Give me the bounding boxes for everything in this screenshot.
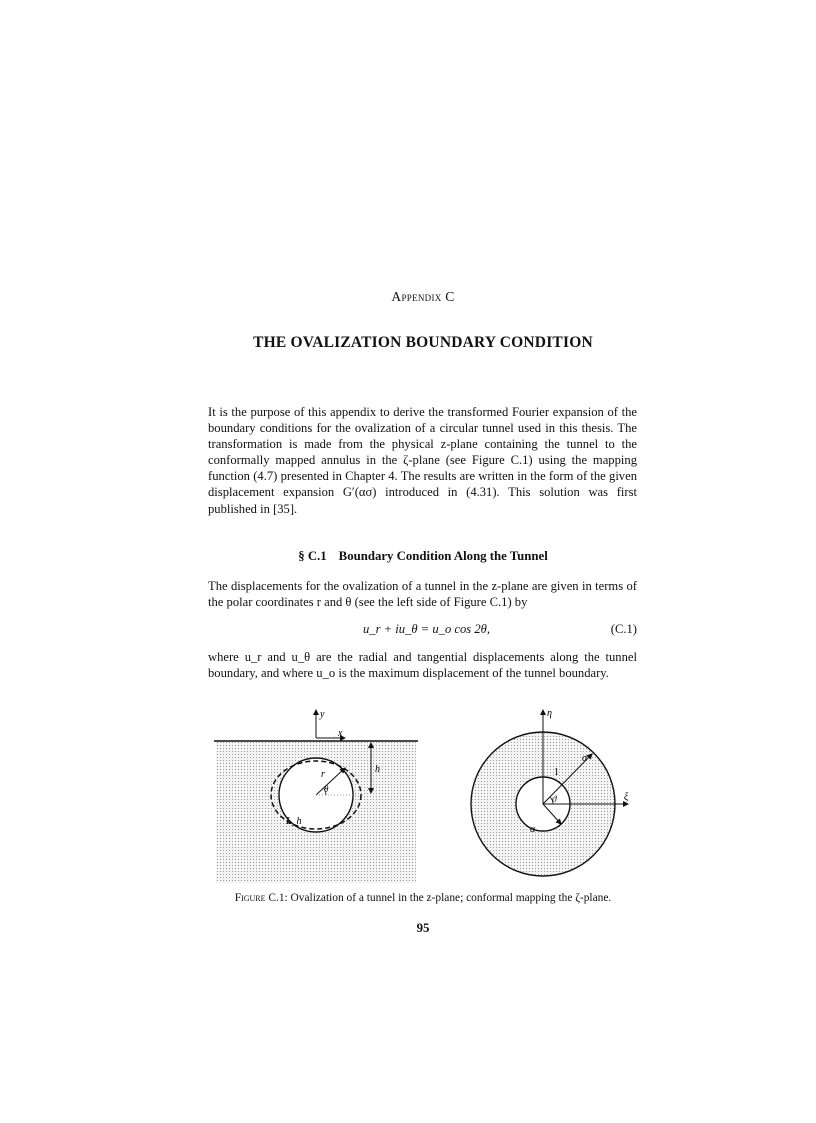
- page-number: 95: [416, 921, 430, 935]
- figure-c1: [208, 700, 648, 890]
- equation-body: u_r + iu_θ = u_o cos 2θ,: [363, 622, 490, 636]
- label-sigma: σ: [582, 753, 587, 764]
- label-x: x: [338, 728, 343, 739]
- label-eta: η: [547, 708, 552, 719]
- paragraph-displacements: The displacements for the ovalization of a tunnel in the z-plane are given in terms of the polar coordinates r and θ (see the left side of Figure C.1) by: [208, 579, 637, 610]
- chapter-title: THE OVALIZATION BOUNDARY CONDITION: [253, 334, 593, 351]
- caption-label: Figure C.1:: [234, 892, 288, 904]
- annulus-diagram: [471, 708, 629, 876]
- section-heading: [0, 549, 816, 564]
- appendix-label: Appendix C: [391, 289, 455, 304]
- label-vartheta: ϑ: [552, 794, 557, 804]
- label-h: h: [375, 764, 380, 775]
- figure-caption: [0, 892, 816, 904]
- figure-diagram: [208, 700, 648, 890]
- caption-text: Ovalization of a tunnel in the z-plane; conformal mapping the ζ-plane.: [290, 892, 612, 904]
- half-plane-diagram: [214, 709, 418, 883]
- label-theta: θ: [324, 784, 329, 794]
- section-title: Boundary Condition Along the Tunnel: [338, 549, 548, 563]
- paragraph-definitions: where u_r and u_θ are the radial and tangential displacements along the tunnel boundary, and where u_o is the maximum displacement of the tunnel boundary.: [208, 650, 637, 681]
- equation-number: (C.1): [610, 622, 637, 636]
- label-one: 1: [554, 767, 559, 778]
- label-xi: ξ: [624, 792, 629, 803]
- label-Lh: L_h: [286, 816, 302, 827]
- label-r: r: [321, 769, 325, 780]
- section-number: § C.1: [298, 549, 327, 563]
- label-alpha: α: [530, 824, 536, 835]
- label-y: y: [320, 709, 325, 720]
- intro-paragraph: It is the purpose of this appendix to derive the transformed Fourier expansion of the boundary conditions for the ovalization of a circular tunnel used in this thesis. The transformation is made from the physical z-plane containing the tunnel to the conformally mapped annulus in the ζ-plane (see Figure C.1) using the mapping function (4.7) presented in Chapter 4. The results are written in the form of the given displacement expansion G′(ασ) introduced in (4.31). This solution was first published in [35].: [208, 405, 637, 516]
